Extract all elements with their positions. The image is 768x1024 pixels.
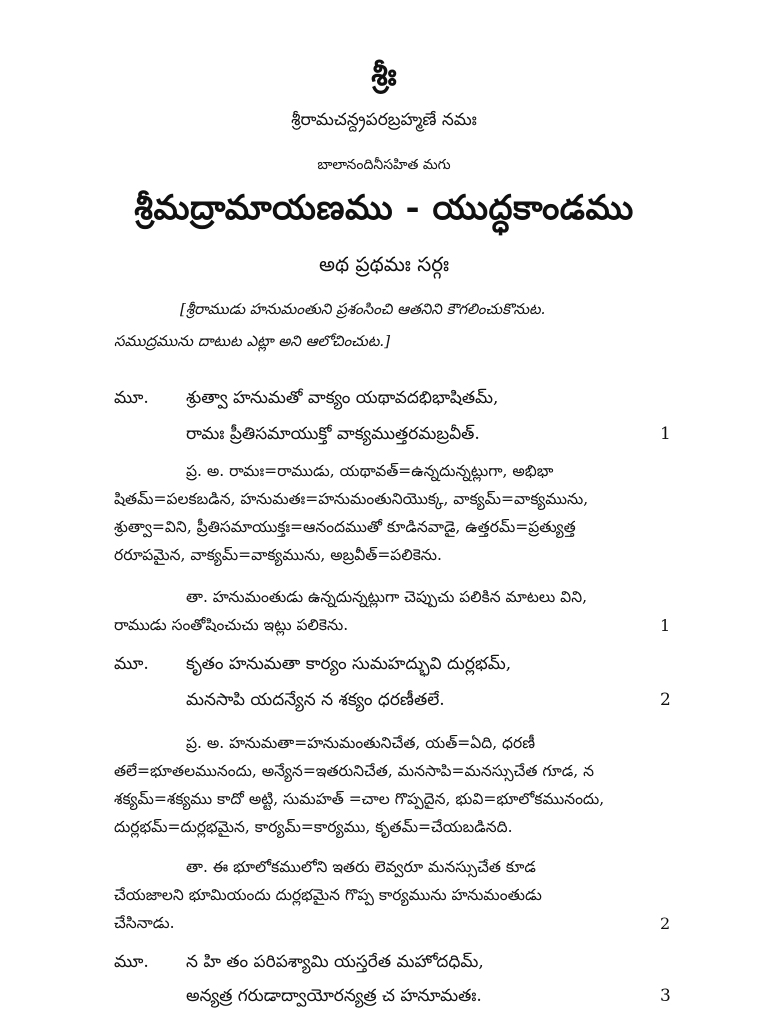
gloss-line: శక్యమ్=శక్యము కాదో అట్టి, సుమహత్ =చాల గొప్పదైన, భువి=భూలోకమునందు, [114,790,605,808]
verse-line: రామః ప్రీతిసమాయుక్తో వాక్యముత్తరమబ్రవీత్. [186,424,480,444]
dedication-line: శ్రీరామచన్ద్రపరబ్రహ్మణే నమః [291,110,477,130]
meaning-number: 2 [660,914,671,933]
invocation: శ్రీః [371,58,397,93]
verse-number: 2 [660,690,671,710]
summary-line: సముద్రమును దాటుట ఎట్లా అని ఆలోచించుట.] [114,332,391,350]
verse-line: అన్యత్ర గరుడాద్వాయోరన్యత్ర చ హనూమతః. [186,986,482,1006]
gloss-line: రరూపమైన, వాక్యమ్=వాక్యమును, అబ్రవీత్=పలికెను. [114,546,442,564]
gloss-line: శ్రుత్వా=విని, ప్రీతిసమాయుక్తః=ఆనందముతో కూడినవాడై, ఉత్తరమ్=ప్రత్యుత్త [114,518,576,536]
page-title: శ్రీమద్రామాయణము - యుద్ధకాండము [134,188,634,228]
verse-label: మూ. [114,654,149,674]
verse-label: మూ. [114,388,149,408]
verse-line: మనసాపి యదన్యేన న శక్యం ధరణీతలే. [186,690,445,710]
meaning-line: తా. హనుమంతుడు ఉన్నదున్నట్లుగా చెప్పుచు పలికిన మాటలు విని, [186,588,588,606]
gloss-line: ప్ర. అ. హనుమతా=హనుమంతునిచేత, యత్=ఏది, ధరణీ [186,734,535,752]
meaning-line: చేయజాలని భూమియందు దుర్లభమైన గొప్ప కార్యమును హనుమంతుడు [114,886,542,904]
meaning-line: చేసినాడు. [114,914,175,932]
verse-number: 3 [660,986,671,1006]
gloss-line: షితమ్=పలకబడిన, హనుమతః=హనుమంతునియొక్క, వాక్యమ్=వాక్యమును, [114,490,589,508]
verse-line: కృతం హనుమతా కార్యం సుమహద్భువి దుర్లభమ్, [186,654,512,674]
gloss-line: ప్ర. అ. రామః=రాముడు, యథావత్=ఉన్నదున్నట్లుగా, అభిభా [186,462,554,480]
chapter-title: అథ ప్రథమః సర్గః [318,252,450,276]
meaning-number: 1 [660,616,671,635]
summary-line: [శ్రీరాముడు హనుమంతుని ప్రశంసించి ఆతనిని కౌగలించుకొనుట. [180,300,546,318]
meaning-line: రాముడు సంతోషించుచు ఇట్లు పలికెను. [114,616,349,634]
verse-label: మూ. [114,952,149,972]
verse-line: శ్రుత్వా హనుమతో వాక్యం యథావదభిభాషితమ్, [186,388,499,408]
gloss-line: తలే=భూతలమునందు, అన్యేన=ఇతరునిచేత, మనసాపి=మనస్సుచేత గూడ, న [114,762,594,780]
meaning-line: తా. ఈ భూలోకములోని ఇతరు లెవ్వరూ మనస్సుచేత కూడ [186,858,536,876]
verse-line: న హి తం పరిపశ్యామి యస్తరేత మహోదధిమ్, [186,952,484,972]
verse-number: 1 [660,424,671,444]
gloss-line: దుర్లభమ్=దుర్లభమైన, కార్యమ్=కార్యము, కృతమ్=చేయబడినది. [114,818,513,836]
commentary-title: బాలానందినీసహిత మగు [317,157,451,173]
